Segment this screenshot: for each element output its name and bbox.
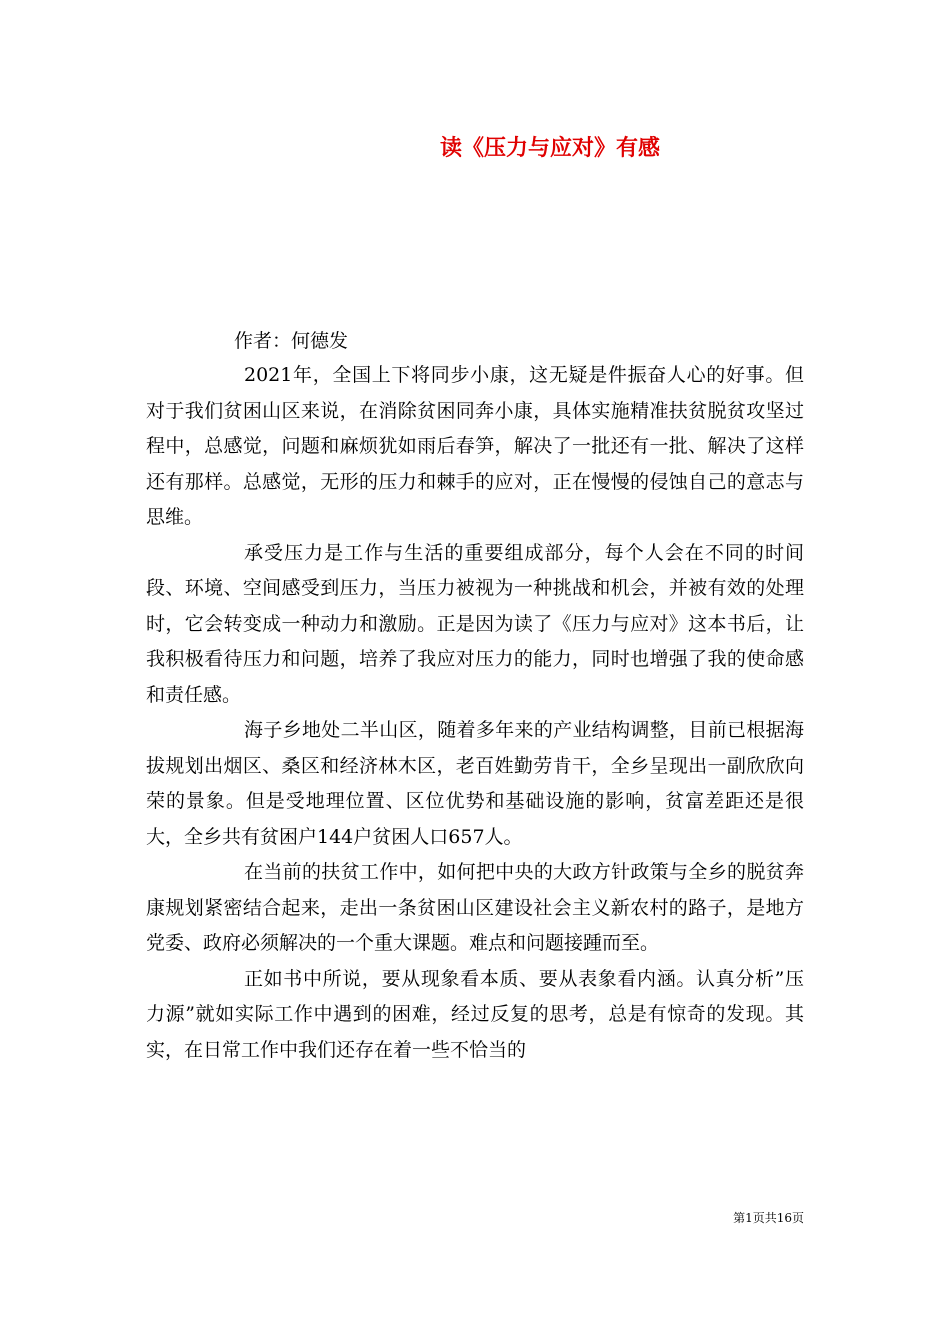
author-line: 作者：何德发 — [234, 330, 349, 352]
paragraph-1: 2021年，全国上下将同步小康，这无疑是件振奋人心的好事。但对于我们贫困山区来说，在消除贫困同奔小康，具体实施精准扶贫脱贫攻坚过程中，总感觉，问题和麻烦犹如雨后春笋，解决了一批还有一批、解决了这样还有那样。总感觉，无形的压力和棘手的应对，正在慢慢的侵蚀自己的意志与思维。 — [146, 364, 804, 528]
paragraph-3: 海子乡地处二半山区，随着多年来的产业结构调整，目前已根据海拔规划出烟区、桑区和经济林木区，老百姓勤劳肯干，全乡呈现出一副欣欣向荣的景象。但是受地理位置、区位优势和基础设施的影响，贫富差距还是很大，全乡共有贫困户144户贫困人口657人。 — [146, 719, 804, 848]
paragraph-2: 承受压力是工作与生活的重要组成部分，每个人会在不同的时间段、环境、空间感受到压力，当压力被视为一种挑战和机会，并被有效的处理时，它会转变成一种动力和激励。正是因为读了《压力与应对》这本书后，让我积极看待压力和问题，培养了我应对压力的能力，同时也增强了我的使命感和责任感。 — [146, 541, 804, 706]
document-title: 读《压力与应对》有感 — [439, 135, 660, 161]
paragraph-4: 在当前的扶贫工作中，如何把中央的大政方针政策与全乡的脱贫奔康规划紧密结合起来，走出一条贫困山区建设社会主义新农村的路子，是地方党委、政府必须解决的一个重大课题。难点和问题接踵而至。 — [146, 861, 804, 954]
document-body — [146, 358, 804, 1068]
paragraph-5: 正如书中所说，要从现象看本质、要从表象看内涵。认真分析”压力源”就如实际工作中遇到的困难，经过反复的思考，总是有惊奇的发现。其实，在日常工作中我们还存在着一些不恰当的 — [146, 967, 804, 1061]
page-number-footer: 第1页共16页 — [733, 1211, 804, 1225]
